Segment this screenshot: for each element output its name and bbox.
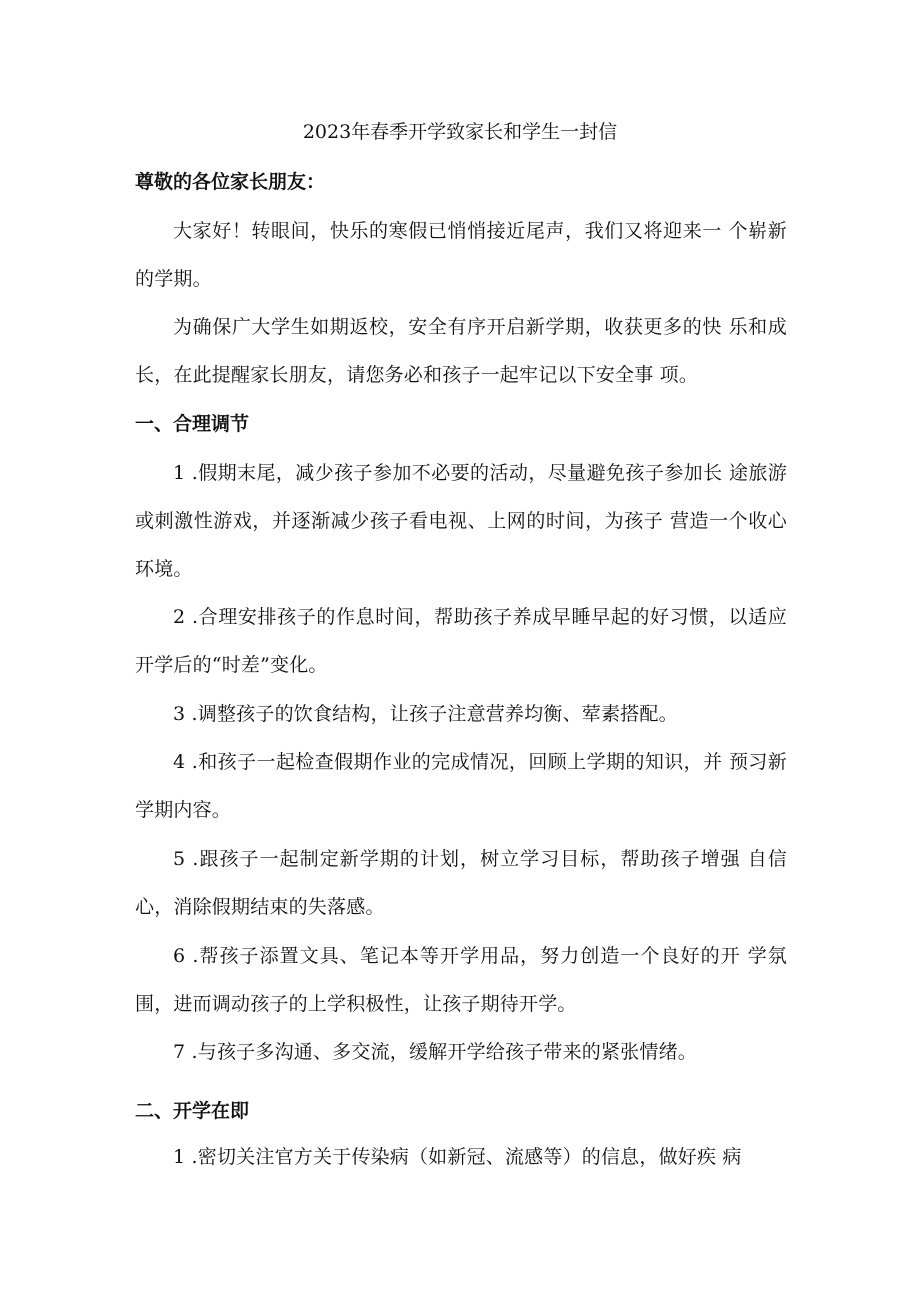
section1-item-6: 6 .帮孩子添置文具、笔记本等开学用品，努力创造一个良好的开 学氛围，进而调动孩子的上学积极性，让孩子期待开学。 <box>135 945 787 1015</box>
intro-paragraph-1: 大家好！转眼间，快乐的寒假已悄悄接近尾声，我们又将迎来一 个崭新的学期。 <box>135 220 787 290</box>
intro-paragraph-2: 为确保广大学生如期返校，安全有序开启新学期，收获更多的快 乐和成长，在此提醒家长朋友，请您务必和孩子一起牢记以下安全事 项。 <box>135 316 787 386</box>
section-heading-2: 二、开学在即 <box>135 1100 250 1122</box>
greeting: 尊敬的各位家长朋友： <box>135 171 326 193</box>
document-title: 2023年春季开学致家长和学生一封信 <box>302 121 618 143</box>
section1-item-5: 5 .跟孩子一起制定新学期的计划，树立学习目标，帮助孩子增强 自信心，消除假期结束的失落感。 <box>135 848 787 918</box>
section1-item-3: 3 .调整孩子的饮食结构，让孩子注意营养均衡、荤素搭配。 <box>173 703 678 725</box>
section1-item-1: 1 .假期末尾，减少孩子参加不必要的活动，尽量避免孩子参加长 途旅游或刺激性游戏，并逐渐减少孩子看电视、上网的时间，为孩子 营造一个收心环境。 <box>135 462 787 580</box>
section-heading-1: 一、合理调节 <box>135 413 250 435</box>
section2-item-1: 1 .密切关注官方关于传染病（如新冠、流感等）的信息，做好疾 病 <box>173 1146 742 1168</box>
section1-item-2: 2 .合理安排孩子的作息时间，帮助孩子养成早睡早起的好习惯，以适应开学后的“时差”变化。 <box>135 606 787 676</box>
section1-item-4: 4 .和孩子一起检查假期作业的完成情况，回顾上学期的知识，并 预习新学期内容。 <box>135 751 787 821</box>
section1-item-7: 7 .与孩子多沟通、多交流，缓解开学给孩子带来的紧张情绪。 <box>173 1041 697 1063</box>
